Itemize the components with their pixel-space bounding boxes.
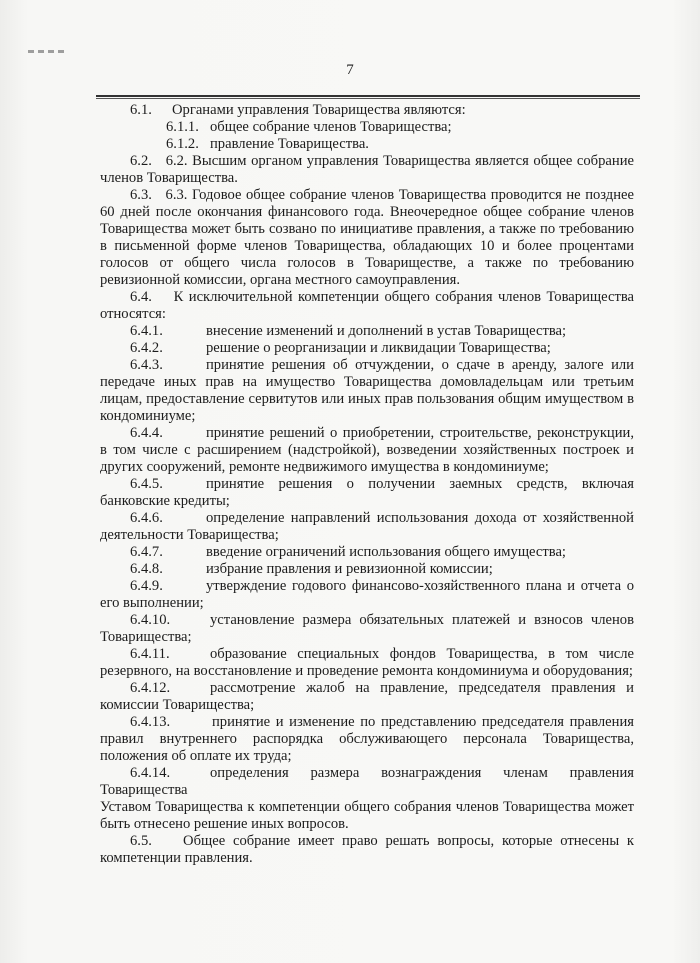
header-rule	[96, 95, 640, 99]
item-number: 6.4.9.	[130, 578, 163, 594]
item-number: 6.4.2.	[130, 340, 163, 356]
list-item	[100, 765, 634, 799]
item-number: 6.1.	[130, 102, 152, 118]
item-text: утверждение годового финансово-хозяйственного плана и отчета о его выполнении;	[100, 578, 634, 611]
item-text: введение ограничений использования общего имущества;	[206, 544, 566, 560]
item-number: 6.4.14.	[130, 765, 171, 781]
list-item	[100, 357, 634, 425]
item-text: определение направлений использования дохода от хозяйственной деятельности Товарищества;	[100, 510, 634, 543]
item-number: 6.4.13.	[130, 714, 171, 730]
list-item	[100, 646, 634, 680]
list-item	[100, 510, 634, 544]
list-item	[100, 544, 634, 561]
item-number: 6.4.10.	[130, 612, 171, 628]
item-text: принятие и изменение по представлению председателя правления правил внутреннего распорядка обслуживающего персонала Товарищества, положения об оплате их труда;	[100, 714, 634, 764]
item-text: К исключительной компетенции общего собрания членов Товарищества относятся:	[100, 289, 634, 322]
paragraph-6-5	[100, 833, 634, 867]
item-text: образование специальных фондов Товарищества, в том числе резервного, на восстановление и проведение ремонта кондоминиума и оборудования;	[100, 646, 634, 679]
list-item	[100, 680, 634, 714]
paragraph-6-1-1	[100, 119, 634, 136]
item-text: рассмотрение жалоб на правление, председателя правления и комиссии Товарищества;	[100, 680, 634, 713]
item-number: 6.4.5.	[130, 476, 163, 492]
item-number: 6.4.4.	[130, 425, 163, 441]
list-item	[100, 425, 634, 476]
item-text: общее собрание членов Товарищества;	[210, 119, 452, 135]
list-item	[100, 340, 634, 357]
item-number: 6.4.3.	[130, 357, 163, 373]
item-text: внесение изменений и дополнений в устав Товарищества;	[206, 323, 567, 339]
list-item	[100, 561, 634, 578]
item-text: правление Товарищества.	[210, 136, 369, 152]
document-body	[100, 102, 634, 867]
item-text: принятие решения о получении заемных средств, включая банковские кредиты;	[100, 476, 634, 509]
item-number: 6.4.1.	[130, 323, 163, 339]
item-text: Органами управления Товарищества являются:	[172, 102, 466, 118]
list-item	[100, 323, 634, 340]
item-text: установление размера обязательных платежей и взносов членов Товарищества;	[100, 612, 634, 645]
scan-artifact	[28, 50, 68, 53]
list-item	[100, 714, 634, 765]
item-text: избрание правления и ревизионной комиссии;	[206, 561, 493, 577]
item-number: 6.4.11.	[130, 646, 170, 662]
item-text: 6.3. Годовое общее собрание членов Товарищества проводится не позднее 60 дней после окончания финансового года. Внеочередное общее собрание членов Товарищества может быть созвано по инициативе правления, а также по требованию в письменной форме членов Товарищества, обладающих 10 и более процентами голосов от общего числа голосов в Товариществе, а также по требованию ревизионной комиссии, органа местного самоуправления.	[100, 187, 634, 288]
item-number: 6.1.2.	[166, 136, 199, 152]
item-number: 6.5.	[130, 833, 152, 849]
item-number: 6.4.8.	[130, 561, 163, 577]
paragraph-6-2	[100, 153, 634, 187]
item-number: 6.4.7.	[130, 544, 163, 560]
item-number: 6.4.	[130, 289, 152, 305]
paragraph-6-3	[100, 187, 634, 289]
item-text: принятие решений о приобретении, строительстве, реконструкции, в том числе с расширением (надстройкой), возведении хозяйственных построек и других сооружений, ремонте недвижимого имущества в кондоминиуме;	[100, 425, 634, 475]
item-number: 6.3.	[130, 187, 152, 203]
item-number: 6.1.1.	[166, 119, 199, 135]
item-text: определения размера вознаграждения членам правления Товарищества	[100, 765, 634, 798]
paragraph-6-1-2	[100, 136, 634, 153]
item-number: 6.2.	[130, 153, 152, 169]
list-item	[100, 578, 634, 612]
item-text: Уставом Товарищества к компетенции общего собрания членов Товарищества может быть отнесено решение иных вопросов.	[100, 799, 634, 832]
item-number: 6.4.12.	[130, 680, 171, 696]
paragraph-charter-note	[100, 799, 634, 833]
item-text: 6.2. Высшим органом управления Товарищества является общее собрание членов Товарищества.	[100, 153, 634, 186]
list-item	[100, 612, 634, 646]
list-item	[100, 476, 634, 510]
item-number: 6.4.6.	[130, 510, 163, 526]
item-text: решение о реорганизации и ликвидации Товарищества;	[206, 340, 551, 356]
item-text: Общее собрание имеет право решать вопросы, которые отнесены к компетенции правления.	[100, 833, 634, 866]
paragraph-6-4	[100, 289, 634, 323]
item-text: принятие решения об отчуждении, о сдаче в аренду, залоге или передаче иных прав на имущество Товарищества домовладельцам или третьим лицам, предоставление сервитутов или иных прав пользования общим имуществом в кондоминиуме;	[100, 357, 634, 424]
paragraph-6-1	[100, 102, 634, 119]
page-number: 7	[346, 62, 354, 78]
